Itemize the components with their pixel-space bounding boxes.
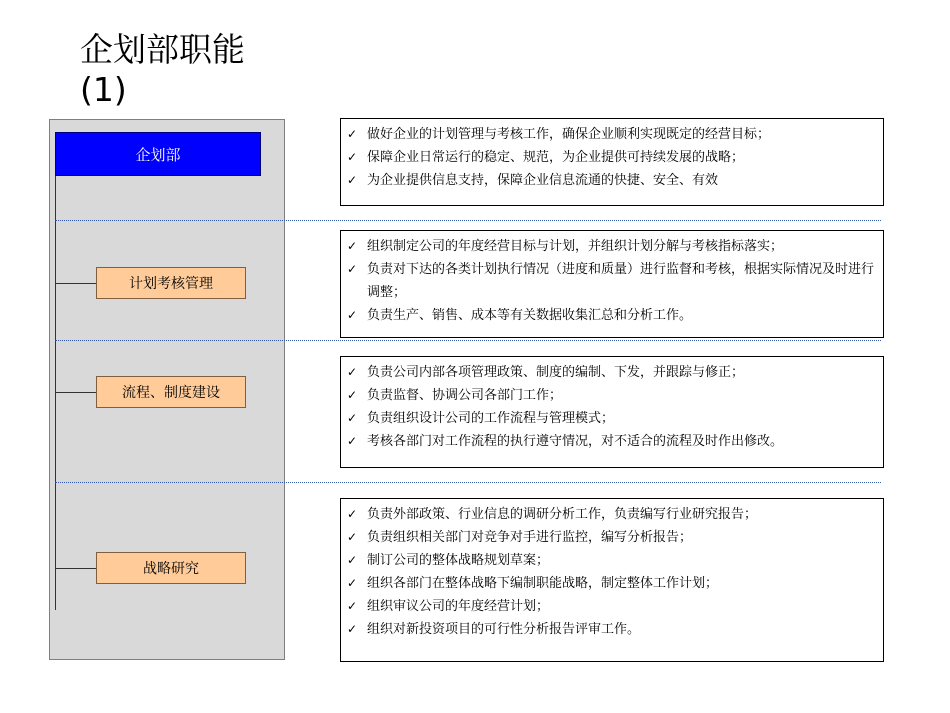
desc-list	[347, 503, 875, 641]
list-item	[347, 258, 875, 304]
node-label: 流程、制度建设	[122, 385, 220, 401]
list-item	[347, 618, 875, 641]
item-text: 为企业提供信息支持，保障企业信息流通的快捷、安全、有效	[367, 173, 719, 188]
check-icon: ✓	[347, 127, 358, 141]
item-text: 考核各部门对工作流程的执行遵守情况，对不适合的流程及时作出修改。	[367, 434, 784, 449]
check-icon: ✓	[347, 150, 358, 164]
check-icon: ✓	[347, 388, 358, 402]
check-icon: ✓	[347, 599, 358, 613]
page-title	[80, 30, 245, 110]
page-title-line2: (1)	[80, 70, 127, 109]
root-department-label: 企划部	[135, 145, 181, 164]
desc-list	[347, 235, 875, 327]
item-text: 组织对新投资项目的可行性分析报告评审工作。	[367, 622, 641, 637]
list-item	[347, 407, 875, 430]
item-text: 负责组织相关部门对竞争对手进行监控，编写分析报告；	[367, 530, 693, 545]
root-department-box	[55, 132, 261, 176]
item-text: 组织制定公司的年度经营目标与计划，并组织计划分解与考核指标落实；	[367, 239, 784, 254]
branch-connector	[55, 568, 96, 569]
node-label: 计划考核管理	[129, 276, 213, 292]
node-label: 战略研究	[143, 561, 199, 577]
list-item	[347, 304, 875, 327]
page-title-line1: 企划部职能	[80, 30, 245, 69]
list-item	[347, 235, 875, 258]
desc-list	[347, 123, 875, 192]
node-strategy-research	[96, 552, 246, 584]
list-item	[347, 526, 875, 549]
org-spine-connector	[55, 176, 56, 610]
check-icon: ✓	[347, 622, 358, 636]
list-item	[347, 430, 875, 453]
list-item	[347, 384, 875, 407]
item-text: 负责监督、协调公司各部门工作；	[367, 388, 563, 403]
list-item	[347, 146, 875, 169]
section-separator	[55, 482, 881, 483]
desc-box-plan-assessment	[340, 230, 884, 338]
desc-box-process-system	[340, 356, 884, 468]
check-icon: ✓	[347, 434, 358, 448]
check-icon: ✓	[347, 262, 358, 276]
item-text: 负责生产、销售、成本等有关数据收集汇总和分析工作。	[367, 308, 693, 323]
node-process-system	[96, 376, 246, 408]
check-icon: ✓	[347, 239, 358, 253]
check-icon: ✓	[347, 308, 358, 322]
list-item	[347, 595, 875, 618]
list-item	[347, 572, 875, 595]
item-text: 组织审议公司的年度经营计划；	[367, 599, 550, 614]
section-separator	[55, 340, 881, 341]
check-icon: ✓	[347, 507, 358, 521]
item-text: 负责组织设计公司的工作流程与管理模式；	[367, 411, 615, 426]
item-text: 负责对下达的各类计划执行情况（进度和质量）进行监督和考核，根据实际情况及时进行调整；	[367, 262, 875, 300]
desc-list	[347, 361, 875, 453]
item-text: 制订公司的整体战略规划草案；	[367, 553, 550, 568]
list-item	[347, 361, 875, 384]
item-text: 做好企业的计划管理与考核工作，确保企业顺利实现既定的经营目标；	[367, 127, 771, 142]
list-item	[347, 169, 875, 192]
check-icon: ✓	[347, 530, 358, 544]
check-icon: ✓	[347, 173, 358, 187]
list-item	[347, 123, 875, 146]
branch-connector	[55, 392, 96, 393]
item-text: 保障企业日常运行的稳定、规范，为企业提供可持续发展的战略；	[367, 150, 745, 165]
list-item	[347, 549, 875, 572]
check-icon: ✓	[347, 553, 358, 567]
item-text: 负责外部政策、行业信息的调研分析工作，负责编写行业研究报告；	[367, 507, 758, 522]
desc-box-overall	[340, 118, 884, 206]
list-item	[347, 503, 875, 526]
check-icon: ✓	[347, 411, 358, 425]
section-separator	[55, 220, 881, 221]
node-plan-assessment	[96, 267, 246, 299]
branch-connector	[55, 283, 96, 284]
desc-box-strategy-research	[340, 498, 884, 662]
item-text: 组织各部门在整体战略下编制职能战略，制定整体工作计划；	[367, 576, 719, 591]
check-icon: ✓	[347, 365, 358, 379]
item-text: 负责公司内部各项管理政策、制度的编制、下发，并跟踪与修正；	[367, 365, 745, 380]
check-icon: ✓	[347, 576, 358, 590]
